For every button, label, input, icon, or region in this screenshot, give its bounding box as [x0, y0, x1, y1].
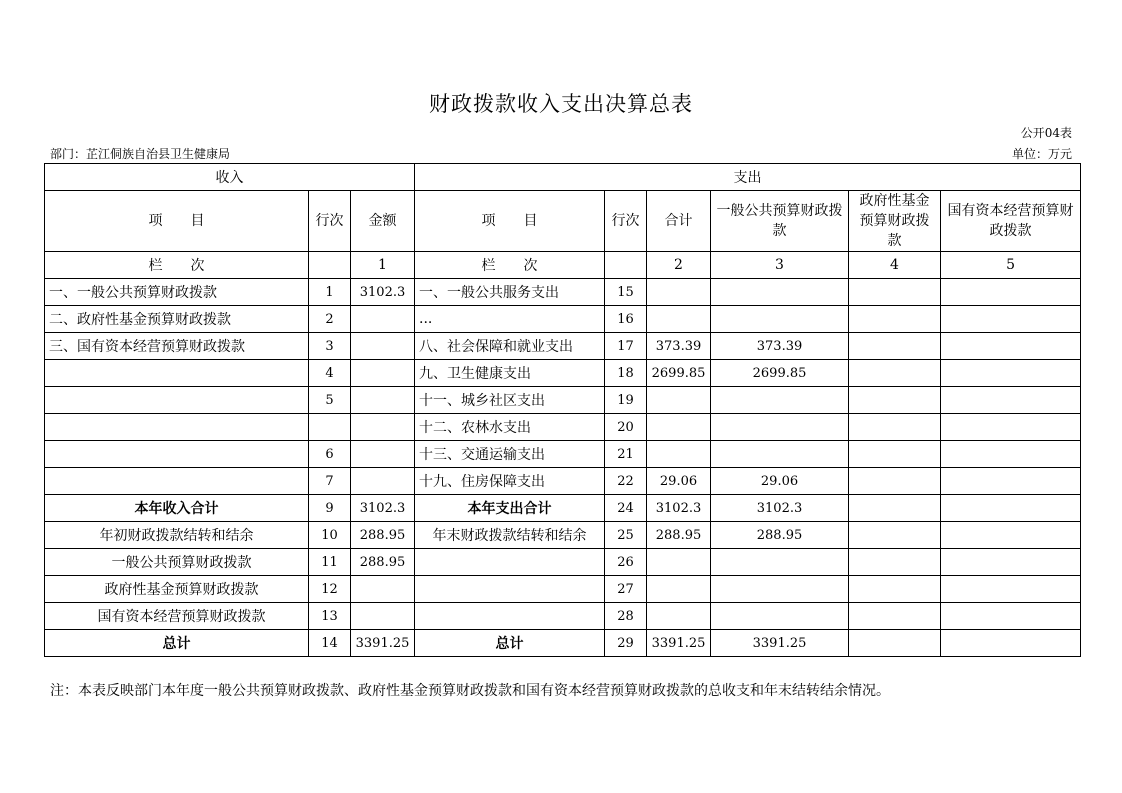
expense-state-cell	[941, 333, 1081, 360]
expense-row-no-cell: 29	[605, 630, 647, 657]
expense-row-no-cell: 21	[605, 441, 647, 468]
expense-fund-cell	[849, 495, 941, 522]
expense-general-cell	[711, 387, 849, 414]
expense-state-cell	[941, 387, 1081, 414]
expense-state-cell	[941, 279, 1081, 306]
expense-state-cell	[941, 576, 1081, 603]
income-amount-cell: 3102.3	[351, 279, 415, 306]
income-item-cell: 二、政府性基金预算财政拨款	[45, 306, 309, 333]
expense-item-cell: 十二、农林水支出	[415, 414, 605, 441]
income-item-cell: 三、国有资本经营预算财政拨款	[45, 333, 309, 360]
income-item-cell: 年初财政拨款结转和结余	[45, 522, 309, 549]
column-number-general: 3	[711, 252, 849, 279]
column-number-total: 2	[647, 252, 711, 279]
expense-item-cell: 十九、住房保障支出	[415, 468, 605, 495]
expense-fund-cell	[849, 468, 941, 495]
column-label-right: 栏 次	[415, 252, 605, 279]
income-amount-cell: 288.95	[351, 549, 415, 576]
expense-item-cell: 九、卫生健康支出	[415, 360, 605, 387]
expense-total-cell	[647, 414, 711, 441]
income-item-cell: 总计	[45, 630, 309, 657]
expense-item-cell: ...	[415, 306, 605, 333]
expense-row-no-cell: 19	[605, 387, 647, 414]
income-amount-cell: 288.95	[351, 522, 415, 549]
header-total: 合计	[647, 191, 711, 252]
income-amount-cell	[351, 414, 415, 441]
expense-total-cell	[647, 603, 711, 630]
report-title: 财政拨款收入支出决算总表	[429, 92, 693, 116]
expense-row-no-cell: 22	[605, 468, 647, 495]
table-row	[45, 549, 1081, 576]
expense-item-cell: 本年支出合计	[415, 495, 605, 522]
income-row-no-cell: 10	[309, 522, 351, 549]
expense-total-cell: 29.06	[647, 468, 711, 495]
income-row-no-cell: 1	[309, 279, 351, 306]
expense-general-cell: 3102.3	[711, 495, 849, 522]
table-row	[45, 279, 1081, 306]
table-row	[45, 468, 1081, 495]
expense-fund-cell	[849, 306, 941, 333]
income-row-no-cell: 2	[309, 306, 351, 333]
column-number-row	[45, 252, 1081, 279]
expense-state-cell	[941, 630, 1081, 657]
expense-total-cell: 373.39	[647, 333, 711, 360]
header-fund: 政府性基金预算财政拨款	[849, 191, 941, 252]
expense-state-cell	[941, 549, 1081, 576]
expense-general-cell	[711, 603, 849, 630]
income-row-no-cell: 12	[309, 576, 351, 603]
expense-fund-cell	[849, 630, 941, 657]
expense-general-cell: 373.39	[711, 333, 849, 360]
expense-state-cell	[941, 306, 1081, 333]
column-number-state: 5	[941, 252, 1081, 279]
expense-fund-cell	[849, 279, 941, 306]
expense-general-cell: 3391.25	[711, 630, 849, 657]
table-row	[45, 603, 1081, 630]
footnote: 注：本表反映部门本年度一般公共预算财政拨款、政府性基金预算财政拨款和国有资本经营预算财政拨款的总收支和年末结转结余情况。	[50, 683, 890, 699]
income-amount-cell: 3102.3	[351, 495, 415, 522]
expense-state-cell	[941, 414, 1081, 441]
expense-fund-cell	[849, 414, 941, 441]
expense-section-header: 支出	[415, 164, 1081, 191]
table-row	[45, 387, 1081, 414]
table-row	[45, 414, 1081, 441]
expense-row-no-cell: 25	[605, 522, 647, 549]
expense-item-cell: 八、社会保障和就业支出	[415, 333, 605, 360]
income-amount-cell	[351, 441, 415, 468]
expense-row-no-cell: 24	[605, 495, 647, 522]
expense-total-cell: 3391.25	[647, 630, 711, 657]
table-row	[45, 306, 1081, 333]
table-row	[45, 495, 1081, 522]
income-item-cell: 本年收入合计	[45, 495, 309, 522]
expense-fund-cell	[849, 603, 941, 630]
expense-general-cell	[711, 306, 849, 333]
income-row-no-cell: 5	[309, 387, 351, 414]
expense-state-cell	[941, 522, 1081, 549]
expense-fund-cell	[849, 576, 941, 603]
income-item-cell: 一、一般公共预算财政拨款	[45, 279, 309, 306]
income-row-no-cell	[309, 414, 351, 441]
income-item-cell	[45, 414, 309, 441]
expense-item-cell: 年末财政拨款结转和结余	[415, 522, 605, 549]
income-row-no-cell: 4	[309, 360, 351, 387]
expense-fund-cell	[849, 387, 941, 414]
expense-general-cell: 29.06	[711, 468, 849, 495]
expense-general-cell	[711, 549, 849, 576]
expense-total-cell	[647, 576, 711, 603]
expense-row-no-cell: 17	[605, 333, 647, 360]
expense-state-cell	[941, 360, 1081, 387]
income-row-no-cell: 7	[309, 468, 351, 495]
income-row-no-cell: 13	[309, 603, 351, 630]
income-amount-cell	[351, 603, 415, 630]
column-blank	[309, 252, 351, 279]
income-item-cell	[45, 441, 309, 468]
department-label: 部门：芷江侗族自治县卫生健康局	[50, 147, 231, 161]
expense-state-cell	[941, 468, 1081, 495]
income-amount-cell	[351, 576, 415, 603]
expense-total-cell	[647, 441, 711, 468]
column-number-fund: 4	[849, 252, 941, 279]
expense-fund-cell	[849, 549, 941, 576]
expense-total-cell	[647, 387, 711, 414]
table-row	[45, 441, 1081, 468]
expense-fund-cell	[849, 360, 941, 387]
expense-fund-cell	[849, 522, 941, 549]
expense-total-cell	[647, 549, 711, 576]
budget-summary-table	[44, 163, 1081, 657]
expense-fund-cell	[849, 333, 941, 360]
expense-item-cell: 十三、交通运输支出	[415, 441, 605, 468]
expense-item-cell: 一、一般公共服务支出	[415, 279, 605, 306]
header-item-left: 项 目	[45, 191, 309, 252]
income-item-cell	[45, 468, 309, 495]
header-row-no-right: 行次	[605, 191, 647, 252]
table-row	[45, 576, 1081, 603]
expense-row-no-cell: 16	[605, 306, 647, 333]
header-row-no-left: 行次	[309, 191, 351, 252]
expense-total-cell	[647, 306, 711, 333]
income-amount-cell: 3391.25	[351, 630, 415, 657]
income-item-cell	[45, 387, 309, 414]
expense-row-no-cell: 20	[605, 414, 647, 441]
header-amount: 金额	[351, 191, 415, 252]
income-amount-cell	[351, 306, 415, 333]
income-row-no-cell: 3	[309, 333, 351, 360]
expense-item-cell	[415, 603, 605, 630]
income-item-cell: 政府性基金预算财政拨款	[45, 576, 309, 603]
expense-row-no-cell: 15	[605, 279, 647, 306]
expense-general-cell: 2699.85	[711, 360, 849, 387]
expense-general-cell	[711, 441, 849, 468]
income-item-cell	[45, 360, 309, 387]
expense-state-cell	[941, 441, 1081, 468]
expense-row-no-cell: 27	[605, 576, 647, 603]
form-number: 公开04表	[1020, 126, 1072, 140]
expense-row-no-cell: 18	[605, 360, 647, 387]
expense-general-cell	[711, 576, 849, 603]
expense-state-cell	[941, 495, 1081, 522]
expense-row-no-cell: 28	[605, 603, 647, 630]
section-header-row	[45, 164, 1081, 191]
table-row	[45, 360, 1081, 387]
column-label-left: 栏 次	[45, 252, 309, 279]
column-number-amount: 1	[351, 252, 415, 279]
column-header-row	[45, 191, 1081, 252]
header-general: 一般公共预算财政拨款	[711, 191, 849, 252]
expense-item-cell	[415, 576, 605, 603]
expense-total-cell: 288.95	[647, 522, 711, 549]
expense-item-cell	[415, 549, 605, 576]
income-row-no-cell: 14	[309, 630, 351, 657]
header-state: 国有资本经营预算财政拨款	[941, 191, 1081, 252]
table-row	[45, 333, 1081, 360]
expense-general-cell: 288.95	[711, 522, 849, 549]
expense-total-cell	[647, 279, 711, 306]
income-row-no-cell: 6	[309, 441, 351, 468]
income-amount-cell	[351, 387, 415, 414]
expense-total-cell: 3102.3	[647, 495, 711, 522]
expense-item-cell: 总计	[415, 630, 605, 657]
expense-item-cell: 十一、城乡社区支出	[415, 387, 605, 414]
income-item-cell: 国有资本经营预算财政拨款	[45, 603, 309, 630]
expense-general-cell	[711, 414, 849, 441]
income-section-header: 收入	[45, 164, 415, 191]
expense-general-cell	[711, 279, 849, 306]
table-row	[45, 630, 1081, 657]
expense-row-no-cell: 26	[605, 549, 647, 576]
table-row	[45, 522, 1081, 549]
income-amount-cell	[351, 468, 415, 495]
income-row-no-cell: 9	[309, 495, 351, 522]
income-row-no-cell: 11	[309, 549, 351, 576]
expense-total-cell: 2699.85	[647, 360, 711, 387]
expense-state-cell	[941, 603, 1081, 630]
income-amount-cell	[351, 360, 415, 387]
column-blank	[605, 252, 647, 279]
header-item-right: 项 目	[415, 191, 605, 252]
unit-label: 单位：万元	[1011, 147, 1072, 161]
income-item-cell: 一般公共预算财政拨款	[45, 549, 309, 576]
expense-fund-cell	[849, 441, 941, 468]
income-amount-cell	[351, 333, 415, 360]
